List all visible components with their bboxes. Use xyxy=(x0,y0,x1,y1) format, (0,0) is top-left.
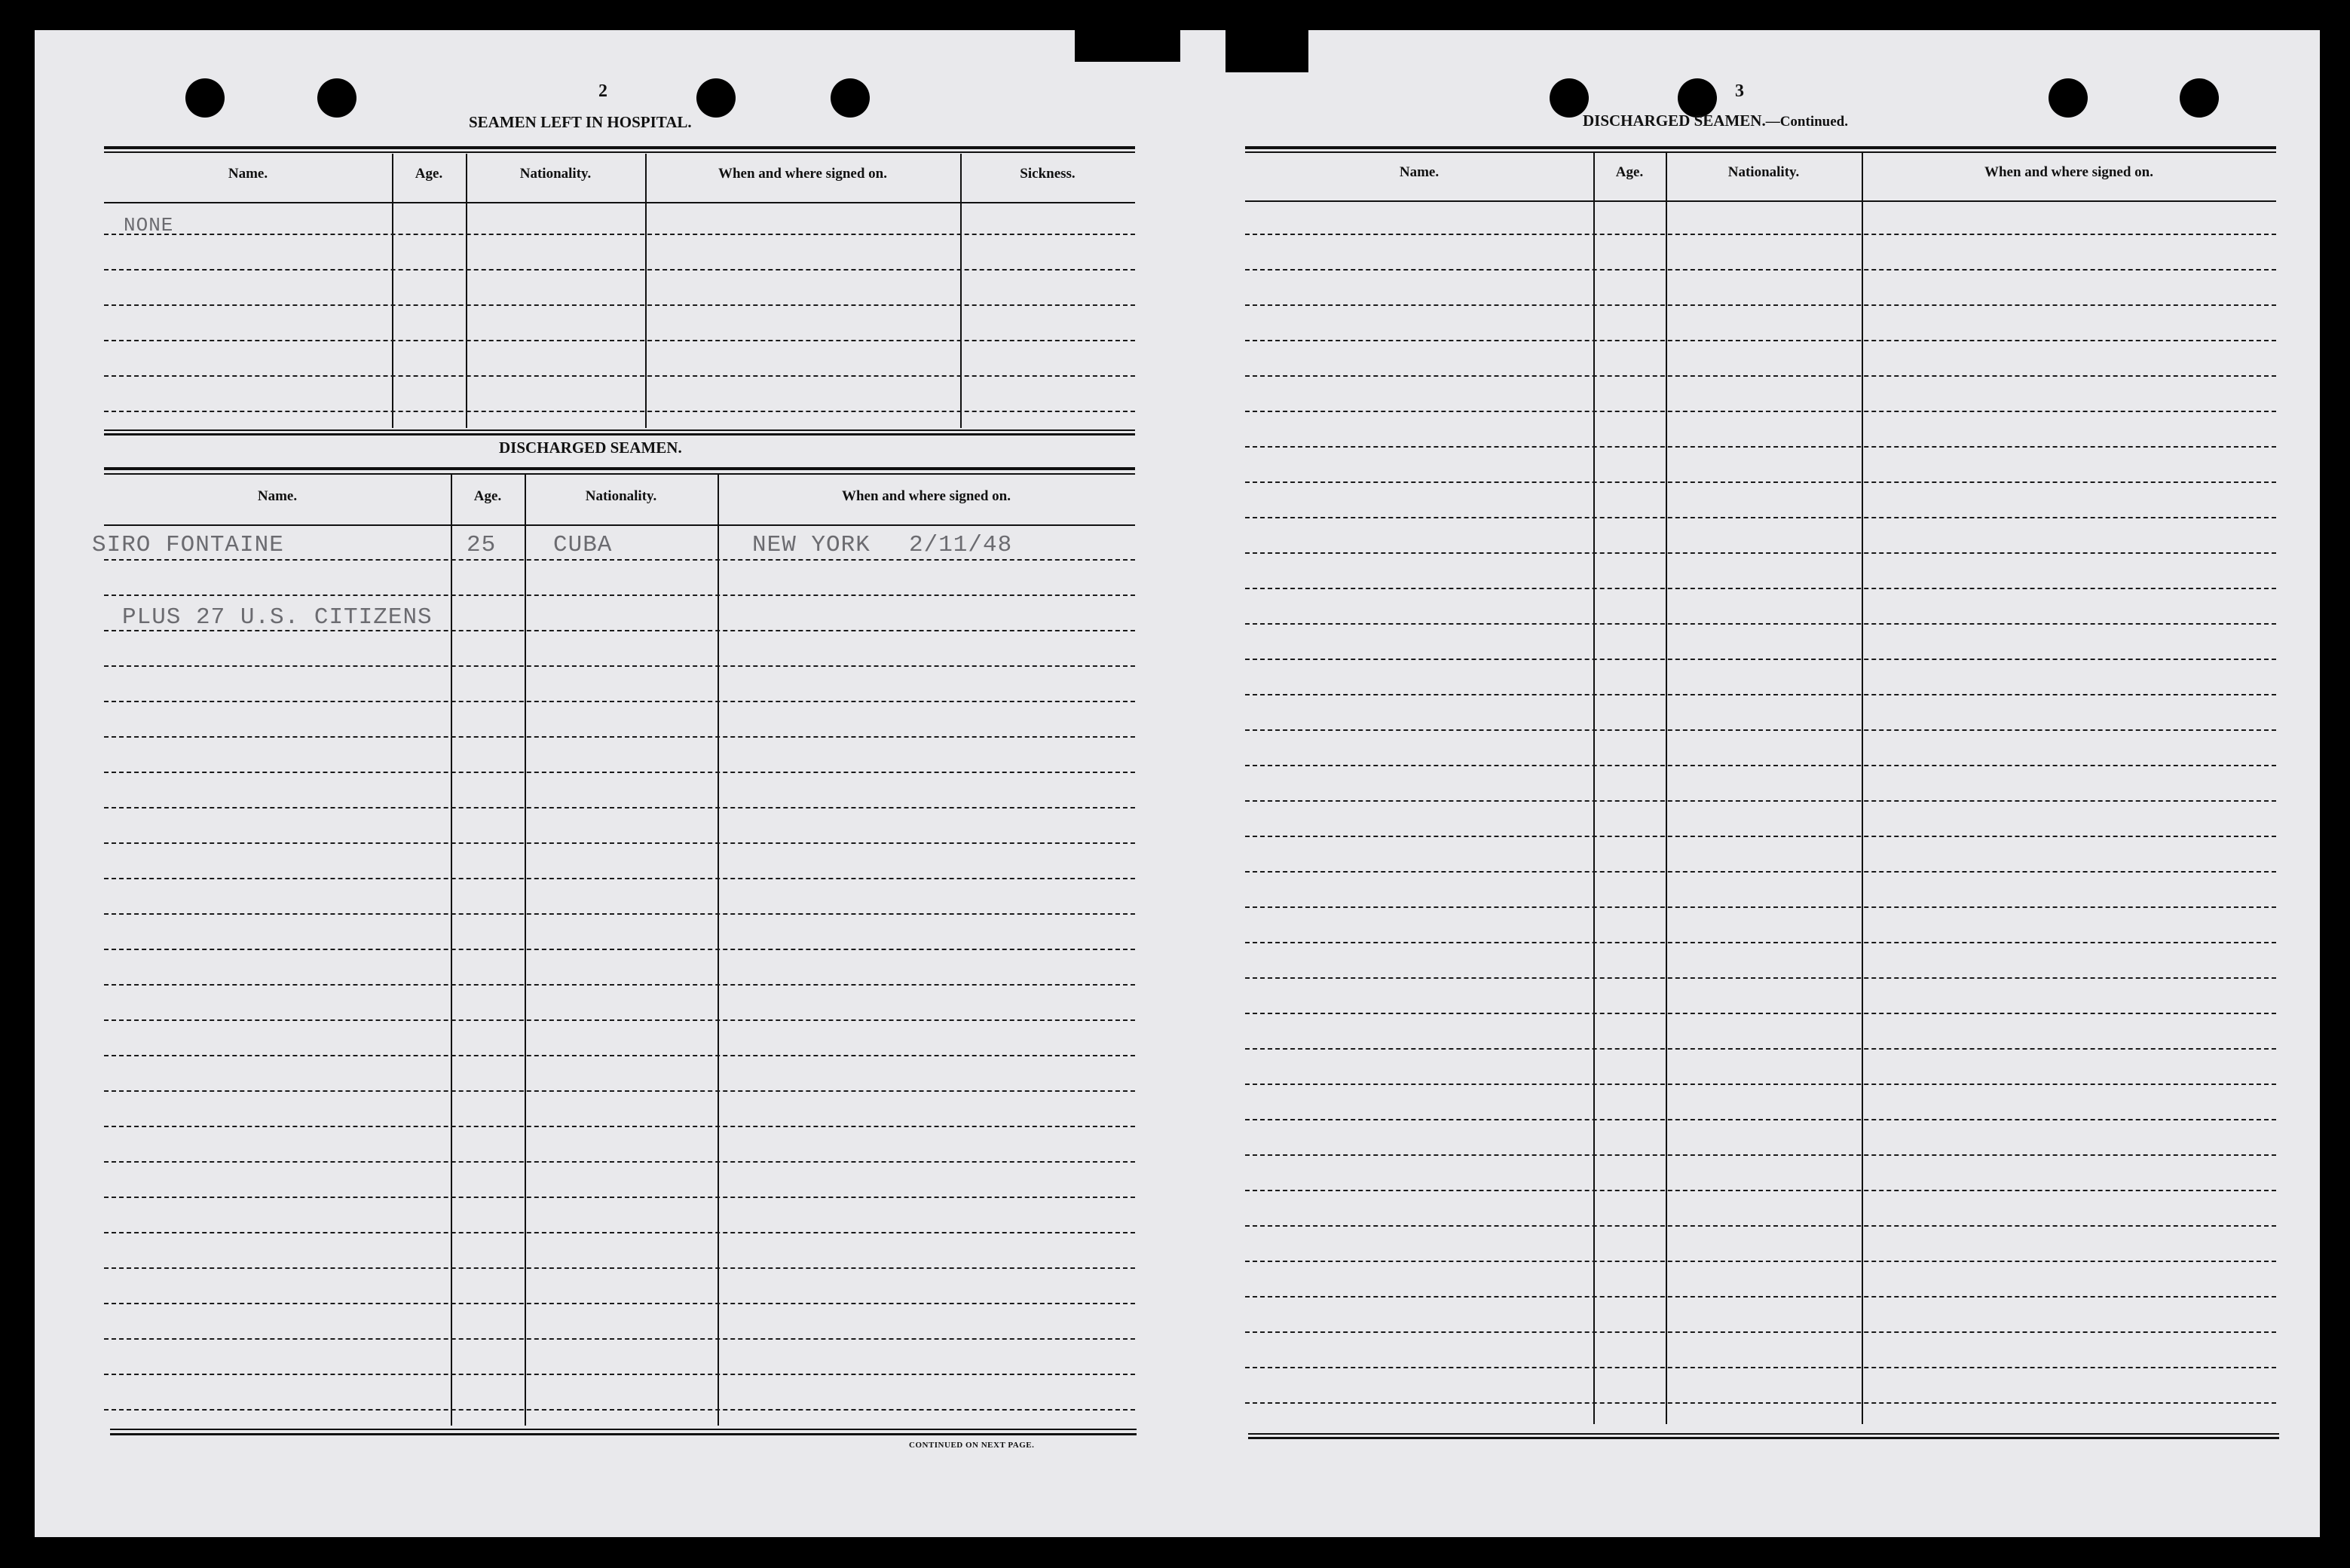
row-rule xyxy=(1245,800,2276,802)
row-rule xyxy=(104,772,1135,773)
row-rule xyxy=(104,842,1135,844)
row-rule xyxy=(104,1090,1135,1092)
row-rule xyxy=(1245,765,2276,766)
hospital-header-2: Nationality. xyxy=(519,166,592,182)
row-rule xyxy=(104,736,1135,738)
discharged-header-1: Age. xyxy=(473,488,502,504)
row-rule xyxy=(1245,1119,2276,1120)
row-rule xyxy=(104,1232,1135,1233)
column-rule xyxy=(1862,153,1863,1424)
row-rule xyxy=(1245,1367,2276,1368)
row-rule xyxy=(1245,729,2276,731)
column-rule xyxy=(392,154,393,428)
column-rule xyxy=(718,475,719,1426)
row-rule xyxy=(104,594,1135,596)
row-rule xyxy=(1245,234,2276,235)
discharged-header-3: When and where signed on. xyxy=(841,488,1011,504)
row-rule xyxy=(1245,1048,2276,1050)
row-rule xyxy=(104,949,1135,950)
column-rule xyxy=(645,154,647,428)
punch-hole xyxy=(2049,78,2088,118)
row-rule xyxy=(1245,481,2276,483)
row-rule xyxy=(104,234,1135,235)
column-rule xyxy=(525,475,526,1426)
continued-note: CONTINUED ON NEXT PAGE. xyxy=(909,1441,1035,1450)
row-rule xyxy=(104,665,1135,667)
row-rule xyxy=(1245,977,2276,979)
row-rule xyxy=(1245,1296,2276,1297)
row-rule xyxy=(1245,1261,2276,1262)
punch-hole xyxy=(831,78,870,118)
column-rule xyxy=(960,154,962,428)
row-rule xyxy=(104,984,1135,986)
row1-place: NEW YORK xyxy=(752,532,871,558)
hospital-header-0: Name. xyxy=(228,166,268,182)
row-rule xyxy=(1245,694,2276,695)
row-rule xyxy=(104,1267,1135,1269)
row1-name: SIRO FONTAINE xyxy=(92,532,284,558)
right-header-2: Nationality. xyxy=(1727,164,1800,180)
row-rule xyxy=(1245,906,2276,908)
top-notch-left xyxy=(1075,0,1180,62)
row-rule xyxy=(104,1197,1135,1198)
row-rule xyxy=(104,1019,1135,1021)
row-rule xyxy=(104,913,1135,915)
row-rule xyxy=(104,807,1135,808)
row-rule xyxy=(1245,1225,2276,1227)
row-rule xyxy=(1245,375,2276,377)
row1-nationality: CUBA xyxy=(553,532,613,558)
row-rule xyxy=(1245,446,2276,448)
row-rule xyxy=(104,559,1135,561)
row1-age: 25 xyxy=(467,532,497,558)
document-sheet xyxy=(35,30,2320,1537)
row-rule xyxy=(1245,1013,2276,1014)
row-rule xyxy=(1245,411,2276,412)
hospital-entry: NONE xyxy=(124,214,174,237)
discharged-header-0: Name. xyxy=(257,488,298,504)
row-rule xyxy=(104,375,1135,377)
row-rule xyxy=(1245,588,2276,589)
row-rule xyxy=(104,1409,1135,1411)
row-rule xyxy=(1245,1084,2276,1085)
row-rule xyxy=(104,269,1135,271)
row-rule xyxy=(1245,623,2276,625)
row1-date: 2/11/48 xyxy=(909,532,1013,558)
row-rule xyxy=(104,878,1135,879)
discharged-section-title: DISCHARGED SEAMEN. xyxy=(499,439,682,457)
right-header-0: Name. xyxy=(1399,164,1440,180)
row-rule xyxy=(1245,1154,2276,1156)
row-rule xyxy=(104,340,1135,341)
hospital-header-3: When and where signed on. xyxy=(718,166,887,182)
right-header-3: When and where signed on. xyxy=(1984,164,2153,180)
right-header-1: Age. xyxy=(1615,164,1644,180)
punch-hole xyxy=(317,78,356,118)
right-section-title: DISCHARGED SEAMEN.—Continued. xyxy=(1583,112,1848,130)
row-rule xyxy=(104,304,1135,306)
row-rule xyxy=(104,1126,1135,1127)
row-rule xyxy=(1245,871,2276,873)
punch-hole xyxy=(2180,78,2219,118)
row2-name: PLUS 27 U.S. CITIZENS xyxy=(122,604,433,631)
row-rule xyxy=(104,701,1135,702)
page-number-left: 2 xyxy=(598,81,607,101)
discharged-header-2: Nationality. xyxy=(585,488,657,504)
row-rule xyxy=(1245,304,2276,306)
row-rule xyxy=(1245,942,2276,943)
column-rule xyxy=(466,154,467,428)
hospital-header-4: Sickness. xyxy=(1020,166,1076,182)
row-rule xyxy=(1245,269,2276,271)
row-rule xyxy=(1245,340,2276,341)
row-rule xyxy=(104,1338,1135,1340)
row-rule xyxy=(1245,659,2276,660)
row-rule xyxy=(104,411,1135,412)
row-rule xyxy=(104,1055,1135,1056)
row-rule xyxy=(1245,1402,2276,1404)
hospital-section-title: SEAMEN LEFT IN HOSPITAL. xyxy=(469,113,692,131)
row-rule xyxy=(1245,836,2276,837)
punch-hole xyxy=(696,78,736,118)
column-rule xyxy=(1593,153,1595,1424)
column-rule xyxy=(451,475,452,1426)
row-rule xyxy=(1245,1190,2276,1191)
row-rule xyxy=(1245,552,2276,554)
top-notch-right xyxy=(1225,0,1308,72)
row-rule xyxy=(104,1374,1135,1375)
page-number-right: 3 xyxy=(1735,81,1744,101)
row-rule xyxy=(1245,1331,2276,1333)
hospital-header-1: Age. xyxy=(415,166,443,182)
punch-hole xyxy=(185,78,225,118)
row-rule xyxy=(1245,517,2276,518)
row-rule xyxy=(104,1303,1135,1304)
row-rule xyxy=(104,1161,1135,1163)
column-rule xyxy=(1666,153,1667,1424)
